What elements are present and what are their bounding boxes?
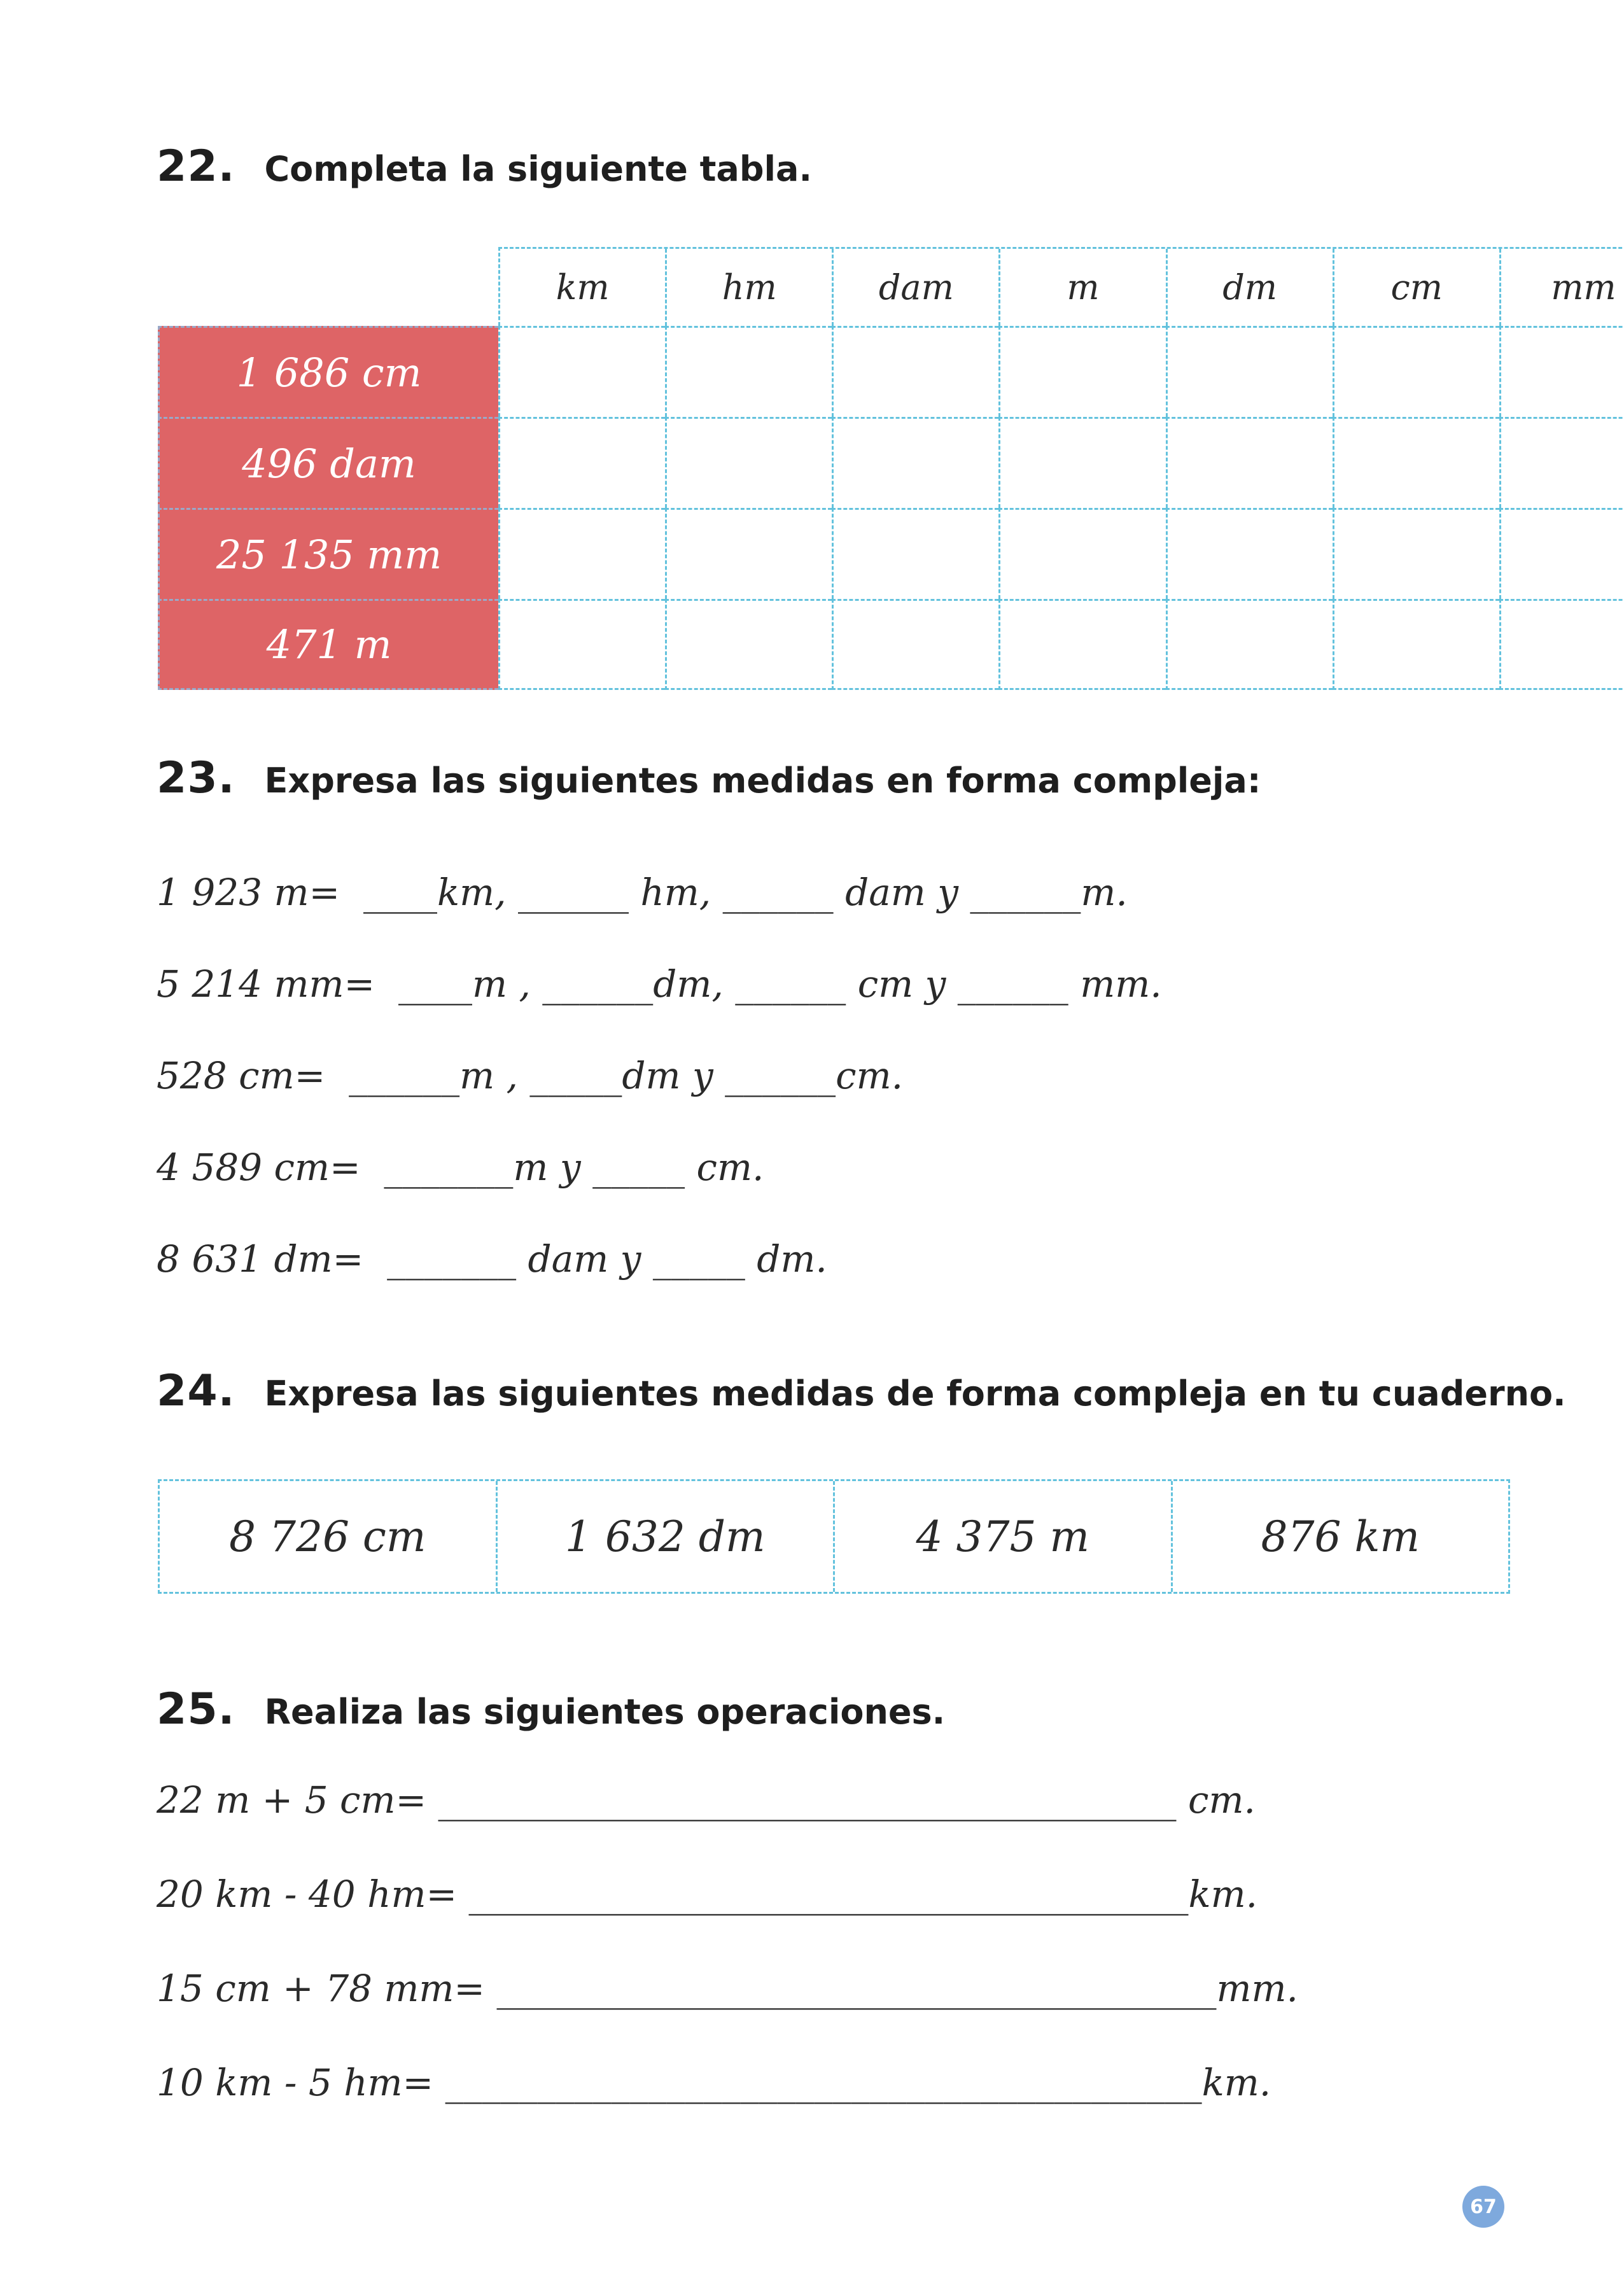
- answer-cell[interactable]: [998, 599, 1165, 690]
- answer-cell[interactable]: [498, 326, 665, 417]
- answer-cell[interactable]: [1166, 326, 1333, 417]
- exercise-line: 20 km - 40 hm= _______________________________________km.: [157, 1873, 1258, 1916]
- measure-box: 8 726 cm: [229, 1512, 426, 1561]
- exercise-title: Realiza las siguientes operaciones.: [264, 1692, 946, 1732]
- answer-cell[interactable]: [1333, 599, 1499, 690]
- answer-cell[interactable]: [665, 417, 832, 508]
- exercise-title: Expresa las siguientes medidas en forma compleja:: [264, 761, 1261, 801]
- exercise-24-heading: [157, 1366, 1566, 1416]
- answer-cell[interactable]: [1166, 508, 1333, 599]
- exercise-line: 528 cm= ______m , _____dm y ______cm.: [157, 1054, 904, 1097]
- exercise-22-heading: [157, 141, 812, 192]
- measures-boxes: [158, 1479, 1510, 1594]
- column-header-dam: dam: [832, 249, 998, 326]
- answer-cell[interactable]: [498, 599, 665, 690]
- exercise-23-heading: [157, 753, 1261, 803]
- exercise-25-heading: [157, 1684, 945, 1734]
- answer-cell[interactable]: [1333, 508, 1499, 599]
- answer-cell[interactable]: [832, 326, 998, 417]
- exercise-number: 23.: [157, 753, 235, 803]
- exercise-line: 4 589 cm= _______m y _____ cm.: [157, 1146, 764, 1189]
- answer-cell[interactable]: [665, 508, 832, 599]
- answer-cell[interactable]: [665, 599, 832, 690]
- answer-cell[interactable]: [1499, 508, 1624, 599]
- measure-box: 1 632 dm: [496, 1481, 834, 1592]
- exercise-line: 15 cm + 78 mm= _______________________________________mm.: [157, 1967, 1298, 2010]
- exercise-line: 10 km - 5 hm= _________________________________________km.: [157, 2061, 1271, 2104]
- answer-cell[interactable]: [998, 326, 1165, 417]
- column-header-dm: dm: [1166, 249, 1333, 326]
- answer-cell[interactable]: [665, 326, 832, 417]
- row-label: 25 135 mm: [158, 508, 498, 599]
- answer-cell[interactable]: [832, 417, 998, 508]
- column-header-km: km: [556, 267, 610, 307]
- exercise-number: 22.: [157, 141, 235, 192]
- measure-box: 4 375 m: [833, 1481, 1171, 1592]
- row-label: 471 m: [158, 599, 498, 690]
- answer-cell[interactable]: [998, 508, 1165, 599]
- answer-cell[interactable]: [498, 417, 665, 508]
- answer-cell[interactable]: [1499, 417, 1624, 508]
- exercise-title: Completa la siguiente tabla.: [264, 149, 812, 189]
- answer-cell[interactable]: [1333, 417, 1499, 508]
- exercise-number: 24.: [157, 1366, 235, 1416]
- answer-cell[interactable]: [1499, 326, 1624, 417]
- exercise-line: 22 m + 5 cm= ________________________________________ cm.: [157, 1778, 1256, 1822]
- answer-cell[interactable]: [1333, 326, 1499, 417]
- row-label: 1 686 cm: [158, 326, 498, 417]
- answer-cell[interactable]: [498, 508, 665, 599]
- exercise-line: 5 214 mm= ____m , ______dm, ______ cm y ______ mm.: [157, 962, 1162, 1006]
- answer-cell[interactable]: [1499, 599, 1624, 690]
- exercise-line: 1 923 m= ____km, ______ hm, ______ dam y ______m.: [157, 871, 1128, 914]
- table-row: [158, 508, 1624, 599]
- column-header-cm: cm: [1333, 249, 1499, 326]
- answer-cell[interactable]: [998, 417, 1165, 508]
- table-row: [158, 326, 1624, 417]
- row-label: 496 dam: [158, 417, 498, 508]
- table-row: [158, 417, 1624, 508]
- answer-cell[interactable]: [1166, 417, 1333, 508]
- table-header: [498, 247, 1624, 326]
- exercise-title: Expresa las siguientes medidas de forma compleja en tu cuaderno.: [264, 1374, 1566, 1414]
- answer-cell[interactable]: [1166, 599, 1333, 690]
- page-number-badge: 67: [1462, 2186, 1504, 2228]
- table-row: [158, 599, 1624, 690]
- exercise-line: 8 631 dm= _______ dam y _____ dm.: [157, 1237, 827, 1281]
- measure-box: 876 km: [1171, 1481, 1509, 1592]
- column-header-mm: mm: [1499, 249, 1624, 326]
- answer-cell[interactable]: [832, 599, 998, 690]
- exercise-number: 25.: [157, 1684, 235, 1734]
- column-header-m: m: [998, 249, 1165, 326]
- column-header-hm: hm: [665, 249, 832, 326]
- answer-cell[interactable]: [832, 508, 998, 599]
